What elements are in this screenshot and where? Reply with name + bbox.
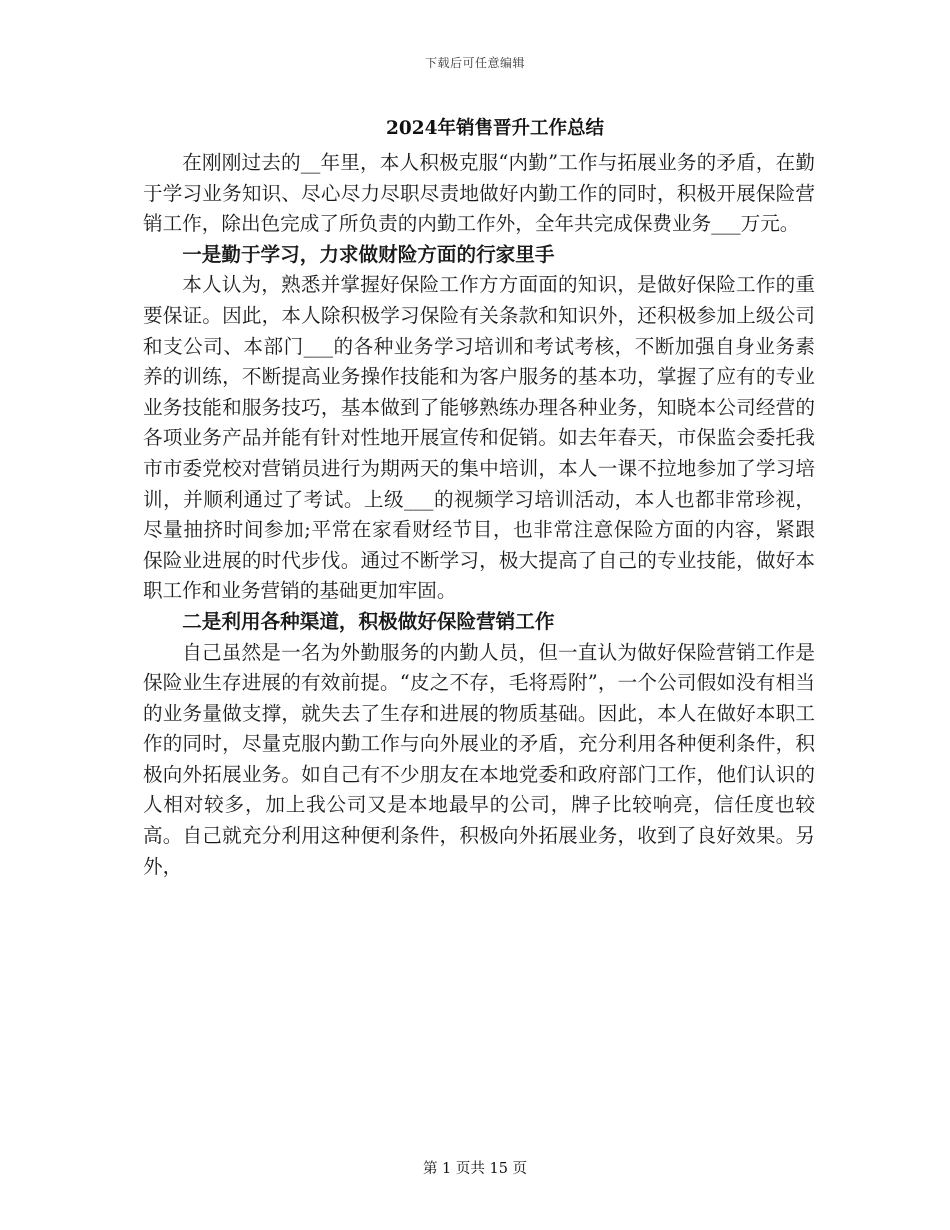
header-note: 下载后可任意编辑 — [424, 56, 525, 70]
paragraph-intro: 在刚刚过去的__年里，本人积极克服“内勤”工作与拓展业务的矛盾，在勤于学习业务知识、尽心尽力尽职尽责地做好内勤工作的同时，积极开展保险营销工作，除出色完成了所负责的内勤工作外，全年共完成保费业务___万元。 — [143, 151, 815, 236]
page-number-footer: 第 1 页共 15 页 — [422, 1161, 528, 1177]
section-heading-1: 一是勤于学习，力求做财险方面的行家里手 — [182, 242, 555, 266]
paragraph-section-1: 本人认为，熟悉并掌握好保险工作方方面面的知识，是做好保险工作的重要保证。因此，本人除积极学习保险有关条款和知识外，还积极参加上级公司和支公司、本部门___的各种业务学习培训和考试考核，不断加强自身业务素养的训练，不断提高业务操作技能和为客户服务的基本功，掌握了应有的专业业务技能和服务技巧，基本做到了能够熟练办理各种业务，知晓本公司经营的各项业务产品并能有针对性地开展宣传和促销。如去年春天，市保监会委托我市市委党校对营销员进行为期两天的集中培训，本人一课不拉地参加了学习培训，并顺利通过了考试。上级___的视频学习培训活动，本人也都非常珍视，尽量抽挤时间参加;平常在家看财经节目，也非常注意保险方面的内容，紧跟保险业进展的时代步伐。通过不断学习，极大提高了自己的专业技能，做好本职工作和业务营销的基础更加牢固。 — [143, 273, 815, 603]
document-body — [143, 148, 815, 882]
section-heading-2: 二是利用各种渠道，积极做好保险营销工作 — [182, 609, 555, 633]
document-title: 2024年销售晋升工作总结 — [386, 118, 604, 139]
paragraph-section-2: 自己虽然是一名为外勤服务的内勤人员，但一直认为做好保险营销工作是保险业生存进展的有效前提。“皮之不存，毛将焉附”，一个公司假如没有相当的业务量做支撑，就失去了生存和进展的物质基础。因此，本人在做好本职工作的同时，尽量克服内勤工作与向外展业的矛盾，充分利用各种便利条件，积极向外拓展业务。如自己有不少朋友在本地党委和政府部门工作，他们认识的人相对较多，加上我公司又是本地最早的公司，牌子比较响亮，信任度也较高。自己就充分利用这种便利条件，积极向外拓展业务，收到了良好效果。另外， — [143, 640, 815, 878]
